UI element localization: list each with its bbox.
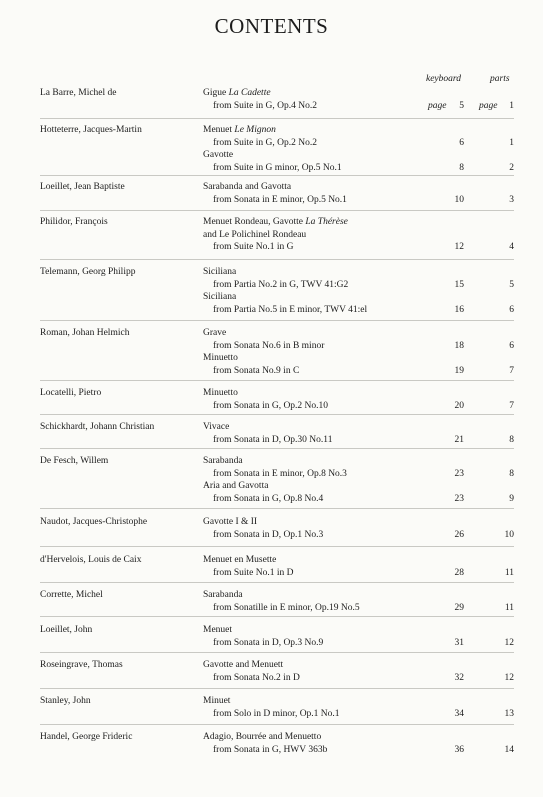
piece-block: [203, 589, 443, 614]
source-line: [203, 304, 443, 317]
line-text: Gavotte I & II: [203, 517, 258, 527]
piece-subtitle: Le Mignon: [234, 125, 276, 135]
source-line: [203, 637, 443, 650]
keyboard-page-number: 18: [454, 340, 464, 351]
piece-title: [203, 266, 443, 279]
source-line: [203, 137, 443, 150]
keyboard-page-number: 26: [454, 529, 464, 540]
line-text: Grave: [203, 328, 227, 338]
entry-divider: [40, 210, 514, 211]
source-line: [203, 279, 443, 292]
keyboard-page-number: 29: [454, 602, 464, 613]
line-text: from Sonata in D, Op.3 No.9: [213, 637, 324, 648]
composer-name: Schickhardt, Johann Christian: [40, 422, 155, 432]
line-text: Menuet: [203, 125, 235, 135]
entry-divider: [40, 414, 514, 415]
parts-page-number: 12: [504, 637, 514, 648]
piece-title: [203, 589, 443, 602]
parts-page-number: 1: [509, 100, 514, 111]
piece-title: [203, 124, 443, 137]
keyboard-page-number: 31: [454, 637, 464, 648]
source-line: [203, 567, 443, 580]
line-text: from Sonata in D, Op.1 No.3: [213, 529, 324, 540]
line-text: from Sonata in G, HWV 363b: [213, 744, 328, 755]
line-text: Menuet Rondeau, Gavotte: [203, 217, 306, 227]
line-text: from Suite in G, Op.4 No.2: [213, 100, 317, 111]
line-text: from Suite in G, Op.2 No.2: [213, 137, 317, 148]
piece-title: [203, 87, 443, 100]
line-text: Adagio, Bourrée and Menuetto: [203, 732, 322, 742]
keyboard-page-number: 15: [454, 279, 464, 290]
composer-name: Naudot, Jacques-Christophe: [40, 517, 148, 527]
piece-block: [203, 266, 443, 316]
composer-name: Philidor, François: [40, 217, 108, 227]
line-text: from Sonatille in E minor, Op.19 No.5: [213, 602, 360, 613]
parts-page-number: 4: [509, 242, 514, 252]
piece-block: [203, 421, 443, 446]
line-text: Sarabanda: [203, 590, 243, 600]
keyboard-page-number: 20: [454, 400, 464, 411]
parts-page-number: 1: [509, 137, 514, 148]
line-text: from Suite No.1 in G: [213, 242, 294, 252]
parts-page-number: 3: [509, 194, 514, 205]
keyboard-page-number: 19: [454, 365, 464, 376]
entry-divider: [40, 259, 514, 260]
keyboard-page-number: 28: [454, 567, 464, 578]
entry-divider: [40, 175, 514, 176]
piece-title: [203, 421, 443, 434]
line-text: Vivace: [203, 422, 230, 432]
keyboard-page-label: page: [428, 100, 447, 111]
composer-name: d'Hervelois, Louis de Caix: [40, 555, 142, 565]
piece-title: [203, 624, 443, 637]
piece-block: [203, 731, 443, 756]
piece-title: [203, 554, 443, 567]
parts-page-number: 11: [504, 567, 514, 578]
composer-name: Hotteterre, Jacques-Martin: [40, 125, 142, 135]
line-text: Menuet en Musette: [203, 555, 277, 565]
piece-title: [203, 327, 443, 340]
line-text: Sarabanda and Gavotta: [203, 182, 292, 192]
parts-page-number: 7: [509, 365, 514, 376]
piece-title: [203, 387, 443, 400]
entry-divider: [40, 724, 514, 725]
line-text: Siciliana: [203, 292, 237, 302]
line-text: from Solo in D minor, Op.1 No.1: [213, 708, 340, 719]
keyboard-page-number: 12: [454, 242, 464, 252]
source-line: [203, 241, 443, 254]
line-text: Gavotte and Menuett: [203, 660, 284, 670]
piece-block: [203, 216, 443, 254]
composer-name: Loeillet, Jean Baptiste: [40, 182, 125, 192]
source-line: [203, 340, 443, 353]
keyboard-page-number: 10: [454, 194, 464, 205]
entry-divider: [40, 546, 514, 547]
source-line: [203, 468, 443, 481]
parts-page-number: 9: [509, 493, 514, 504]
piece-block: [203, 516, 443, 541]
piece-title: [203, 352, 443, 365]
piece-block: [203, 124, 443, 174]
keyboard-page-number: 32: [454, 672, 464, 683]
entry-divider: [40, 652, 514, 653]
line-text: from Sonata in E minor, Op.8 No.3: [213, 468, 347, 479]
piece-title: [203, 149, 443, 162]
composer-name: De Fesch, Willem: [40, 456, 109, 466]
source-line: [203, 100, 443, 113]
entry-divider: [40, 582, 514, 583]
parts-page-number: 12: [504, 672, 514, 683]
parts-page-number: 14: [504, 744, 514, 755]
parts-page-number: 8: [509, 468, 514, 479]
keyboard-page-number: 5: [459, 100, 464, 111]
entry-divider: [40, 688, 514, 689]
composer-name: Roman, Johan Helmich: [40, 328, 130, 338]
line-text: Siciliana: [203, 267, 237, 277]
piece-title: [203, 229, 443, 242]
source-line: [203, 602, 443, 615]
parts-page-number: 7: [509, 400, 514, 411]
line-text: and Le Polichinel Rondeau: [203, 229, 307, 240]
piece-block: [203, 181, 443, 206]
parts-column-header: parts: [490, 74, 510, 84]
line-text: from Partia No.2 in G, TWV 41:G2: [213, 279, 349, 290]
page-title: CONTENTS: [214, 14, 329, 38]
piece-title: [203, 695, 443, 708]
piece-title: [203, 291, 443, 304]
source-line: [203, 529, 443, 542]
line-text: from Sonata in G, Op.2 No.10: [213, 400, 329, 411]
piece-block: [203, 659, 443, 684]
line-text: from Sonata No.9 in C: [213, 365, 300, 376]
keyboard-page-number: 34: [454, 708, 464, 719]
line-text: Aria and Gavotta: [203, 481, 269, 491]
line-text: from Partia No.5 in E minor, TWV 41:el: [213, 304, 368, 315]
keyboard-page-number: 23: [454, 493, 464, 504]
parts-page-number: 13: [504, 708, 514, 719]
piece-title: [203, 516, 443, 529]
entry-divider: [40, 380, 514, 381]
piece-title: [203, 659, 443, 672]
piece-block: [203, 387, 443, 412]
piece-block: [203, 327, 443, 377]
entry-divider: [40, 320, 514, 321]
entry-divider: [40, 118, 514, 119]
keyboard-page-number: 36: [454, 744, 464, 755]
source-line: [203, 708, 443, 721]
line-text: Menuet: [203, 625, 233, 635]
source-line: [203, 400, 443, 413]
line-text: from Suite No.1 in D: [213, 567, 294, 578]
line-text: Minuetto: [203, 353, 238, 363]
line-text: from Suite in G minor, Op.5 No.1: [213, 162, 342, 173]
piece-subtitle: La Cadette: [228, 88, 271, 98]
source-line: [203, 365, 443, 378]
line-text: from Sonata in G, Op.8 No.4: [213, 493, 324, 504]
source-line: [203, 434, 443, 447]
piece-title: [203, 181, 443, 194]
line-text: Minuetto: [203, 388, 238, 398]
piece-block: [203, 87, 443, 112]
entry-divider: [40, 448, 514, 449]
source-line: [203, 672, 443, 685]
source-line: [203, 744, 443, 757]
line-text: Gigue: [203, 88, 229, 98]
parts-page-number: 6: [509, 340, 514, 351]
piece-title: [203, 731, 443, 744]
parts-page-number: 11: [504, 602, 514, 613]
entry-divider: [40, 508, 514, 509]
composer-name: Stanley, John: [40, 696, 91, 706]
line-text: Sarabanda: [203, 456, 243, 466]
source-line: [203, 493, 443, 506]
keyboard-column-header: keyboard: [426, 74, 461, 84]
line-text: Minuet: [203, 696, 231, 706]
piece-subtitle: La Thérèse: [305, 217, 348, 227]
entry-divider: [40, 616, 514, 617]
composer-name: Handel, George Frideric: [40, 732, 133, 742]
parts-page-number: 8: [509, 434, 514, 445]
keyboard-page-number: 16: [454, 304, 464, 315]
parts-page-number: 2: [509, 162, 514, 173]
composer-name: Corrette, Michel: [40, 590, 103, 600]
line-text: from Sonata in D, Op.30 No.11: [213, 434, 333, 445]
keyboard-page-number: 23: [454, 468, 464, 479]
composer-name: La Barre, Michel de: [40, 88, 117, 98]
parts-page-number: 6: [509, 304, 514, 315]
line-text: from Sonata in E minor, Op.5 No.1: [213, 194, 347, 205]
parts-page-number: 5: [509, 279, 514, 290]
keyboard-page-number: 8: [459, 162, 464, 173]
composer-name: Roseingrave, Thomas: [40, 660, 123, 670]
piece-block: [203, 624, 443, 649]
piece-title: [203, 480, 443, 493]
piece-block: [203, 554, 443, 579]
parts-page-label: page: [479, 100, 498, 111]
source-line: [203, 162, 443, 175]
line-text: from Sonata No.6 in B minor: [213, 340, 325, 351]
piece-block: [203, 695, 443, 720]
composer-name: Locatelli, Pietro: [40, 388, 102, 398]
parts-page-number: 10: [504, 529, 514, 540]
line-text: Gavotte: [203, 150, 234, 160]
source-line: [203, 194, 443, 207]
piece-title: [203, 455, 443, 468]
keyboard-page-number: 21: [454, 434, 464, 445]
piece-title: [203, 216, 443, 229]
line-text: from Sonata No.2 in D: [213, 672, 300, 683]
composer-name: Telemann, Georg Philipp: [40, 267, 136, 277]
keyboard-page-number: 6: [459, 137, 464, 148]
composer-name: Loeillet, John: [40, 625, 93, 635]
piece-block: [203, 455, 443, 505]
